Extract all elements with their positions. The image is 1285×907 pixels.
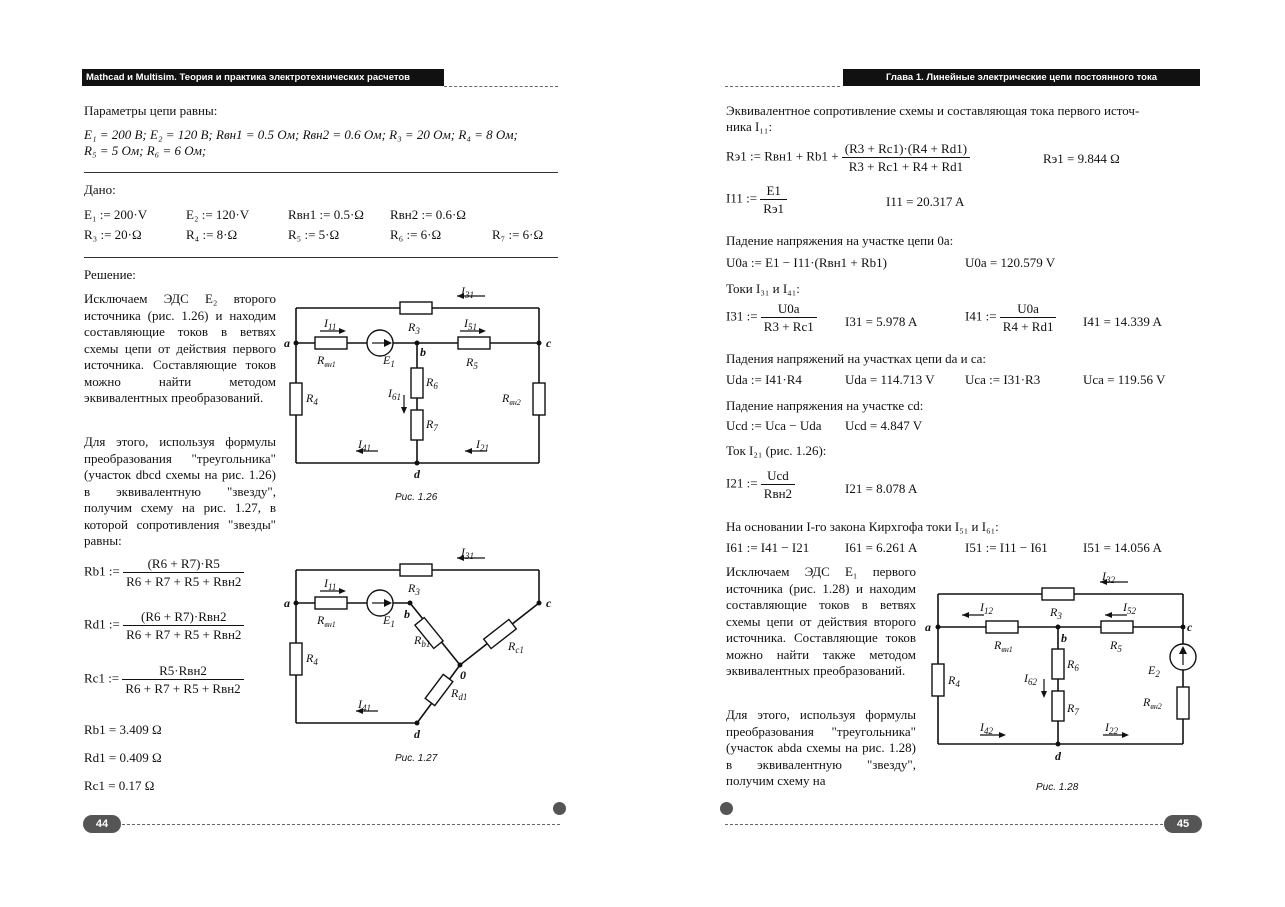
svg-text:R4: $R_4$ [306, 651, 318, 667]
svg-text:a: a [925, 620, 931, 634]
svg-text:E1: $E_1$ [383, 613, 395, 629]
given-title: Дано: [84, 182, 116, 197]
rd1-formula: Rd1 := $\frac{\text{(R6 + R7)·Rвн2}}{\text{R6 + R7 + R5 + Rвн2}}$ [84, 608, 244, 643]
svg-text:c: c [546, 596, 552, 610]
circuit-figure-1-28 [918, 564, 1203, 769]
re1-value: Rэ1 = 9.844 Ω [1043, 151, 1120, 166]
params-line-1: E₁ = 200 В; E₂ = 120 В; Rвн1 = 0.5 Ом; Rвн2 = 0.6 Ом; R₃ = 20 Ом; R₄ = 8 Ом; [84, 127, 518, 142]
svg-text:Rвн2: $R_{вн2}$ [1143, 695, 1162, 711]
drop-cd-title: Падение напряжения на участке cd: [726, 398, 924, 413]
i11-value: I11 = 20.317 A [886, 194, 965, 209]
svg-text:R6: $R_6$ [426, 375, 438, 391]
left-footer-rule [122, 824, 560, 825]
right-running-header: Глава 1. Линейные электрические цепи постоянного тока [843, 69, 1200, 86]
i41-value: I41 = 14.339 A [1083, 314, 1162, 329]
i61-value: I61 = 6.261 A [845, 540, 918, 555]
rb1-value: Rb1 = 3.409 Ω [84, 722, 162, 737]
uca-formula: Uca := I31·R3 [965, 372, 1041, 387]
i61-formula: I61 := I41 − I21 [726, 540, 810, 555]
left-running-header: Mathcad и Multisim. Теория и практика электротехнических расчетов [82, 69, 444, 86]
given-e1: E₁ := 200·V [84, 207, 148, 222]
svg-text:d: d [414, 727, 420, 740]
drops-title: Падения напряжений на участках цепи da и ca: [726, 351, 987, 366]
rc1-value: Rc1 = 0.17 Ω [84, 778, 155, 793]
svg-text:Rb1: $R_{b1}$ [414, 633, 431, 649]
svg-text:R3: $R_3$ [408, 320, 420, 336]
circuit-figure-1-27 [280, 540, 560, 740]
left-page-number: 44 [83, 815, 121, 833]
svg-text:I62: $I_{62}$ [1024, 671, 1037, 687]
svg-text:I52: $I_{52}$ [1123, 600, 1136, 616]
svg-text:Rвн2: $R_{вн2}$ [502, 391, 521, 407]
svg-text:I51: $I_{51}$ [464, 316, 477, 332]
right-header-rule [725, 86, 840, 87]
svg-text:Rd1: $R_{d1}$ [451, 686, 468, 702]
left-paragraph-2: Для этого, используя формулы преобразования "треугольника" (участок dbcd схемы на рис. 1.26) в эквивалентную "звезду", получим схему на рис. 1.27, в которой сопротивления "звезды" равны: [84, 434, 276, 548]
re1-formula: Rэ1 := Rвн1 + Rb1 + $\frac{(R3 + Rc1)\cdot(R4 + Rd1)}{R3 + Rc1 + R4 + Rd1}$ [726, 140, 970, 175]
divider [84, 172, 558, 173]
svg-text:I11: $I_{11}$ [324, 316, 337, 332]
drop-0a-title: Падение напряжения на участке цепи 0a: [726, 233, 954, 248]
given-r3: R₃ := 20·Ω [84, 227, 142, 242]
rd1-value: Rd1 = 0.409 Ω [84, 750, 162, 765]
svg-text:a: a [284, 336, 290, 350]
i11-formula: I11 := $\frac{E1}{Rэ1}$ [726, 182, 787, 217]
svg-text:E1: $E_1$ [383, 353, 395, 369]
given-rvn2: Rвн2 := 0.6·Ω [390, 207, 466, 222]
i21-title: Ток I₂₁ (рис. 1.26): [726, 443, 827, 458]
i21-value: I21 = 8.078 A [845, 481, 918, 496]
kirchhoff-title: На основании I-го закона Кирхгофа токи I₅₁ и I₆₁: [726, 519, 999, 534]
svg-text:I41: $I_{41}$ [358, 697, 371, 713]
right-paragraph-1: Исключаем ЭДС E₁ первого источника (рис. 1.28) и находим составляющие токов в ветвях схемы цепи от действия второго источника. Составляющие токов можно найти также методом эквивалентных преобразований. [726, 564, 916, 678]
svg-text:a: a [284, 596, 290, 610]
svg-text:I22: $I_{22}$ [1105, 720, 1118, 736]
rb1-formula: Rb1 := $\frac{(R6 + R7)\cdot R5}{\text{R6 + R7 + R5 + Rвн2}}$ [84, 555, 244, 590]
svg-text:I32: $I_{32}$ [1102, 569, 1115, 585]
given-r4: R₄ := 8·Ω [186, 227, 238, 242]
i21-formula: I21 := $\frac{\text{Ucd}}{\text{Rвн2}}$ [726, 467, 795, 502]
svg-text:b: b [404, 607, 410, 621]
right-footer-dot [720, 802, 733, 815]
left-paragraph-1: Исключаем ЭДС E₂ второго источника (рис. 1.26) и находим составляющие токов в ветвях схемы цепи от действия первого источника. Составляющие токов можно найти методом эквивалентных преобразований. [84, 291, 276, 405]
i31-value: I31 = 5.978 A [845, 314, 918, 329]
svg-text:I11: $I_{11}$ [324, 576, 337, 592]
svg-text:0: 0 [460, 668, 466, 682]
svg-text:b: b [1061, 631, 1067, 645]
params-title: Параметры цепи равны: [84, 103, 218, 118]
given-r5: R₅ := 5·Ω [288, 227, 340, 242]
ucd-formula: Ucd := Uca − Uda [726, 418, 822, 433]
svg-text:I41: $I_{41}$ [358, 437, 371, 453]
uda-value: Uda = 114.713 V [845, 372, 935, 387]
svg-text:d: d [1055, 749, 1061, 763]
svg-text:R5: $R_5$ [466, 355, 478, 371]
rc1-formula: Rc1 := $\frac{\text{R5·Rвн2}}{\text{R6 + R7 + R5 + Rвн2}}$ [84, 662, 244, 697]
figure-1-26-caption: Рис. 1.26 [395, 492, 438, 503]
params-line-2: R₅ = 5 Ом; R₆ = 6 Ом; [84, 143, 207, 158]
svg-text:b: b [420, 345, 426, 359]
svg-text:R3: $R_3$ [1050, 605, 1062, 621]
svg-text:Rвн1: $R_{вн1}$ [317, 353, 336, 369]
svg-text:E2: $E_2$ [1148, 663, 1160, 679]
svg-text:I31: $I_{31}$ [461, 545, 474, 561]
left-footer-dot [553, 802, 566, 815]
solution-title: Решение: [84, 267, 136, 282]
figure-1-28-caption: Рис. 1.28 [1036, 782, 1079, 793]
given-r6: R₆ := 6·Ω [390, 227, 442, 242]
i41-formula: I41 := $\frac{U0a}{R4 + Rd1}$ [965, 300, 1056, 335]
svg-text:R4: $R_4$ [306, 391, 318, 407]
svg-text:R3: $R_3$ [408, 581, 420, 597]
given-e2: E₂ := 120·V [186, 207, 250, 222]
svg-text:I42: $I_{42}$ [980, 720, 993, 736]
svg-text:R7: $R_7$ [426, 417, 438, 433]
svg-text:R7: $R_7$ [1067, 701, 1079, 717]
i51-value: I51 = 14.056 A [1083, 540, 1162, 555]
given-r7: R₇ := 6·Ω [492, 227, 544, 242]
svg-text:Rвн1: $R_{вн1}$ [317, 613, 336, 629]
i31-formula: I31 := $\frac{U0a}{R3 + Rc1}$ [726, 300, 817, 335]
svg-text:c: c [546, 336, 552, 350]
u0a-value: U0a = 120.579 V [965, 255, 1056, 270]
right-page-number: 45 [1164, 815, 1202, 833]
figure-1-27-caption: Рис. 1.27 [395, 753, 438, 764]
given-rvn1: Rвн1 := 0.5·Ω [288, 207, 364, 222]
svg-text:I21: $I_{21}$ [476, 437, 489, 453]
svg-text:c: c [1187, 620, 1193, 634]
right-paragraph-2: Для этого, используя формулы преобразования "треугольника" (участок abda схемы на рис. 1.28) в эквивалентную "звезду", получим схему на [726, 707, 916, 788]
uda-formula: Uda := I41·R4 [726, 372, 802, 387]
svg-text:Rвн1: $R_{вн1}$ [994, 638, 1013, 654]
intro-line-1: Эквивалентное сопротивление схемы и составляющая тока первого источ- [726, 103, 1140, 118]
i51-formula: I51 := I11 − I61 [965, 540, 1048, 555]
left-header-rule [444, 86, 558, 87]
circuit-figure-1-26 [280, 280, 560, 480]
svg-text:R4: $R_4$ [948, 673, 960, 689]
divider [84, 257, 558, 258]
svg-text:d: d [414, 467, 420, 480]
svg-text:I31: $I_{31}$ [461, 284, 474, 300]
u0a-formula: U0a := E1 − I11·(Rвн1 + Rb1) [726, 255, 887, 270]
svg-text:I12: $I_{12}$ [980, 600, 993, 616]
svg-text:R5: $R_5$ [1110, 638, 1122, 654]
currents-title: Токи I₃₁ и I₄₁: [726, 281, 800, 296]
svg-text:R6: $R_6$ [1067, 657, 1079, 673]
right-footer-rule [725, 824, 1163, 825]
ucd-value: Ucd = 4.847 V [845, 418, 923, 433]
svg-text:I61: $I_{61}$ [388, 386, 401, 402]
intro-line-2: ника I₁₁: [726, 119, 773, 134]
svg-text:Rc1: $R_{c1}$ [508, 639, 524, 655]
uca-value: Uca = 119.56 V [1083, 372, 1166, 387]
